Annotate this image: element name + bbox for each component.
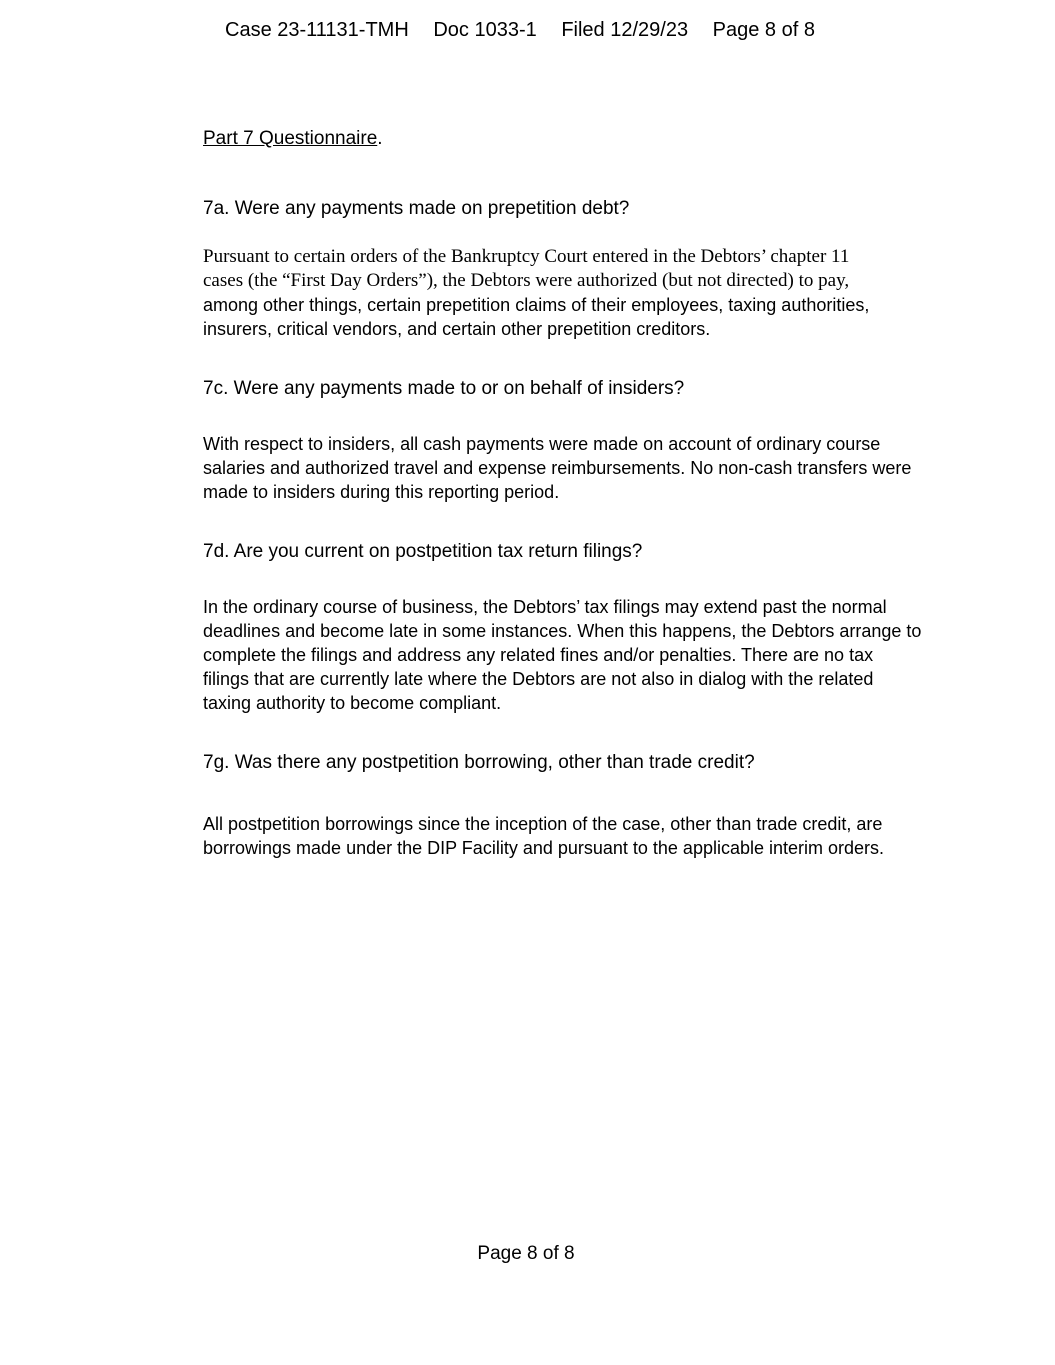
answer-7d [203, 595, 943, 715]
page-footer [0, 1243, 1055, 1265]
answer-line: complete the filings and address any related fines and/or penalties. There are no tax [203, 645, 874, 665]
section-title [203, 128, 383, 150]
footer-page-number: Page 8 of 8 [477, 1243, 575, 1264]
answer-7g [203, 812, 943, 860]
answer-line: Pursuant to certain orders of the Bankruptcy Court entered in the Debtors’ chapter 11 [203, 246, 850, 267]
section-title-period: . [377, 128, 383, 149]
section-title-text: Part 7 Questionnaire [203, 128, 378, 149]
filed-date: Filed 12/29/23 [561, 19, 689, 41]
page-header [225, 19, 815, 42]
header-page-number: Page 8 of 8 [712, 19, 815, 41]
answer-line: insurers, critical vendors, and certain other prepetition creditors. [203, 319, 711, 339]
answer-7c [203, 432, 943, 504]
question-7g: 7g. Was there any postpetition borrowing, other than trade credit? [203, 752, 755, 773]
question-7d: 7d. Are you current on postpetition tax return filings? [203, 541, 643, 562]
answer-line: With respect to insiders, all cash payments were made on account of ordinary course [203, 434, 881, 454]
answer-line: borrowings made under the DIP Facility and pursuant to the applicable interim orders. [203, 838, 885, 858]
answer-line: deadlines and become late in some instances. When this happens, the Debtors arrange to [203, 621, 922, 641]
answer-line: All postpetition borrowings since the inception of the case, other than trade credit, are [203, 814, 883, 834]
answer-7a [203, 245, 943, 341]
answer-line: taxing authority to become compliant. [203, 693, 502, 713]
question-7c: 7c. Were any payments made to or on behalf of insiders? [203, 378, 685, 399]
question-7a: 7a. Were any payments made on prepetition debt? [203, 198, 630, 219]
case-number: Case 23-11131-TMH [225, 19, 409, 41]
answer-line: salaries and authorized travel and expense reimbursements. No non-cash transfers were [203, 458, 912, 478]
answer-line: In the ordinary course of business, the Debtors’ tax filings may extend past the normal [203, 597, 887, 617]
answer-line: among other things, certain prepetition claims of their employees, taxing authorities, [203, 295, 870, 315]
answer-line: cases (the “First Day Orders”), the Debtors were authorized (but not directed) to pay, [203, 270, 850, 291]
answer-line: made to insiders during this reporting period. [203, 482, 560, 502]
answer-line: filings that are currently late where the Debtors are not also in dialog with the related [203, 669, 874, 689]
doc-number: Doc 1033-1 [433, 19, 537, 41]
